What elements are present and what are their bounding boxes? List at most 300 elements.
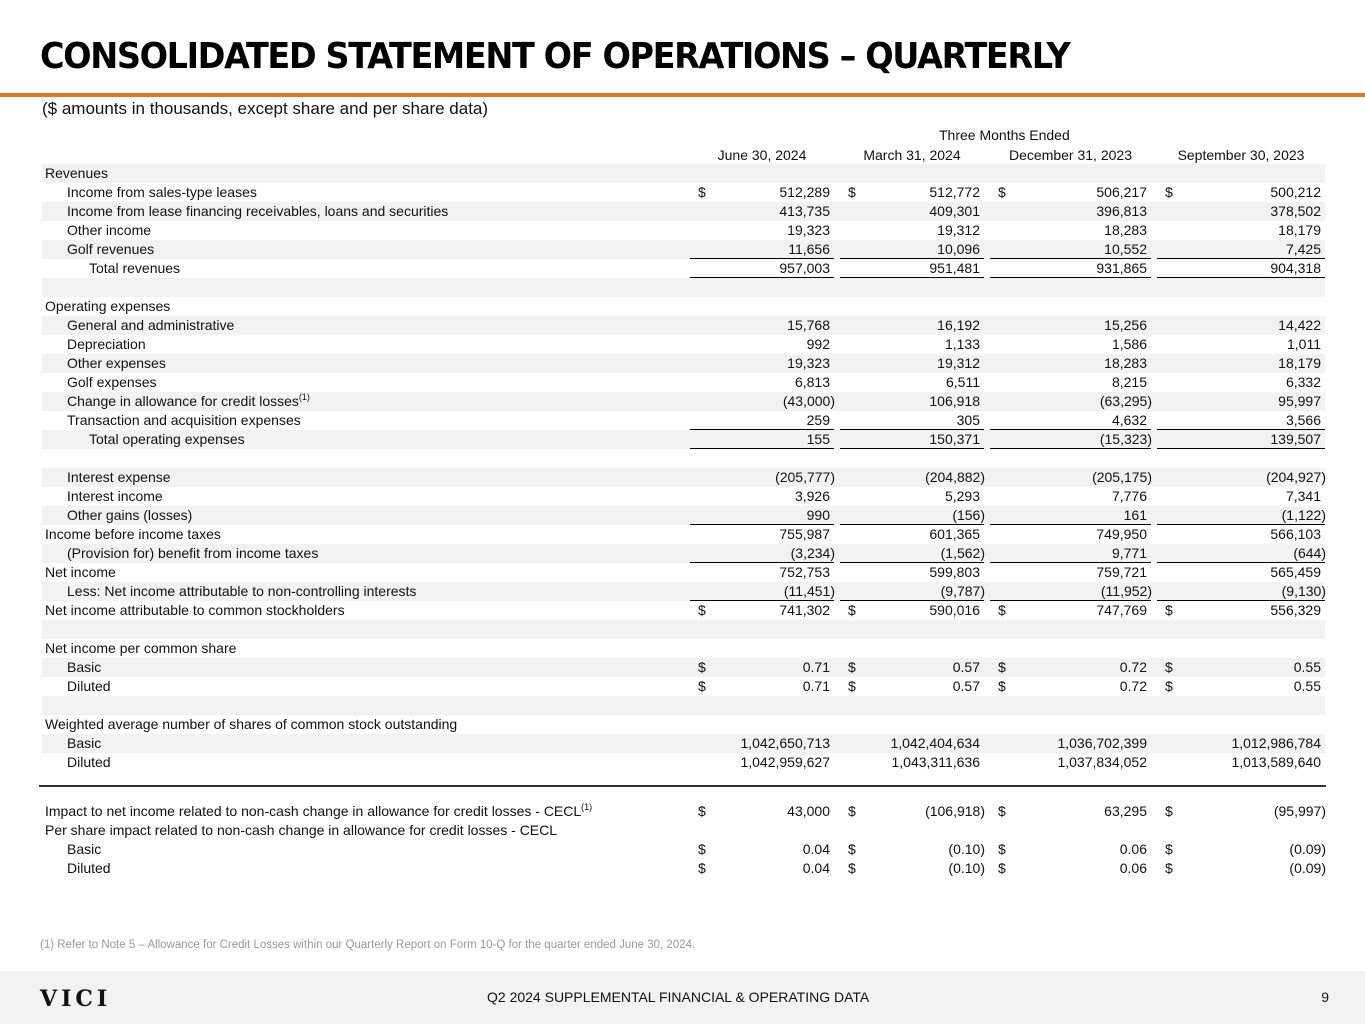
table-row xyxy=(42,544,1325,563)
value-cell xyxy=(690,859,834,878)
table-row xyxy=(42,840,1325,859)
column-header-q3-2023: September 30, 2023 xyxy=(1157,147,1325,165)
table-row xyxy=(42,221,1325,240)
value: 0.71 xyxy=(802,678,830,694)
value: 500,212 xyxy=(1270,184,1321,200)
footnote-marker: (1) xyxy=(298,392,310,402)
row-label: Basic xyxy=(67,659,102,675)
value-cell xyxy=(840,753,984,772)
value-cell xyxy=(690,430,834,449)
currency-symbol: $ xyxy=(1165,659,1173,675)
value-cell xyxy=(840,840,984,859)
value: 14,422 xyxy=(1278,317,1321,333)
row-label: Other gains (losses) xyxy=(67,507,193,523)
value-cell xyxy=(690,468,834,487)
value-cell xyxy=(990,411,1151,430)
table-row xyxy=(42,183,1325,202)
value-cell xyxy=(690,240,834,259)
row-label: Change in allowance for credit losses xyxy=(67,393,299,409)
value-cell xyxy=(840,354,984,373)
value-cell xyxy=(840,734,984,753)
currency-symbol: $ xyxy=(698,803,706,819)
page-title: CONSOLIDATED STATEMENT OF OPERATIONS – QUARTERLY xyxy=(40,36,1070,77)
table-row xyxy=(42,449,1325,468)
value: 0.04 xyxy=(802,860,830,876)
table-row xyxy=(42,430,1325,449)
currency-symbol: $ xyxy=(1165,841,1173,857)
value-cell xyxy=(690,658,834,677)
value-cell xyxy=(690,354,834,373)
value: 1,042,650,713 xyxy=(740,735,830,751)
value: 755,987 xyxy=(779,526,830,542)
page-number: 9 xyxy=(1321,989,1329,1005)
currency-symbol: $ xyxy=(848,803,856,819)
value-cell xyxy=(840,430,984,449)
value: 599,803 xyxy=(929,564,980,580)
table-row xyxy=(42,316,1325,335)
value-cell xyxy=(690,373,834,392)
row-label: General and administrative xyxy=(67,317,235,333)
value-cell xyxy=(690,316,834,335)
table-row xyxy=(42,658,1325,677)
value: (11,952) xyxy=(1100,583,1152,599)
table-row xyxy=(42,525,1325,544)
currency-symbol: $ xyxy=(998,860,1006,876)
row-label: Other income xyxy=(67,222,152,238)
value: 19,312 xyxy=(937,222,980,238)
value-cell xyxy=(840,487,984,506)
table-row xyxy=(42,821,1325,840)
value: 1,037,834,052 xyxy=(1057,754,1147,770)
currency-symbol: $ xyxy=(698,659,706,675)
value-cell xyxy=(1157,525,1325,544)
value: 7,776 xyxy=(1111,488,1147,504)
value: 0.06 xyxy=(1119,860,1147,876)
row-label: Impact to net income related to non-cash change in allowance for credit losses - CECL xyxy=(45,803,582,819)
value-cell xyxy=(990,859,1151,878)
value: 4,632 xyxy=(1111,412,1147,428)
value: 0.71 xyxy=(802,659,830,675)
value-cell xyxy=(840,506,984,525)
row-label: Net income per common share xyxy=(45,640,237,656)
value-cell xyxy=(840,392,984,411)
row-label-wrap xyxy=(67,392,310,411)
currency-symbol: $ xyxy=(848,841,856,857)
value: (0.10) xyxy=(948,841,985,857)
value: 413,735 xyxy=(779,203,830,219)
value: 0.04 xyxy=(802,841,830,857)
table-row xyxy=(42,715,1325,734)
value: 7,425 xyxy=(1285,241,1321,257)
table-row xyxy=(42,601,1325,620)
row-label: Golf revenues xyxy=(67,241,155,257)
value: 1,013,589,640 xyxy=(1231,754,1321,770)
value-cell xyxy=(840,802,984,821)
table-row xyxy=(42,335,1325,354)
value: 161 xyxy=(1123,507,1147,523)
value: 7,341 xyxy=(1285,488,1321,504)
value-cell xyxy=(990,183,1151,202)
value: 0.72 xyxy=(1119,659,1147,675)
currency-symbol: $ xyxy=(848,678,856,694)
value-cell xyxy=(1157,840,1325,859)
value: 951,481 xyxy=(929,260,980,276)
currency-symbol: $ xyxy=(998,184,1006,200)
footnote: (1) Refer to Note 5 – Allowance for Credit Losses within our Quarterly Report on Form 10-Q for the quarter ended June 30, 2024. xyxy=(40,939,696,951)
row-label: Less: Net income attributable to non-controlling interests xyxy=(67,583,417,599)
value-cell xyxy=(840,202,984,221)
currency-symbol: $ xyxy=(848,602,856,618)
value-cell xyxy=(990,658,1151,677)
value: 1,586 xyxy=(1111,336,1147,352)
value-cell xyxy=(1157,259,1325,278)
value: 6,332 xyxy=(1285,374,1321,390)
value: (11,451) xyxy=(783,583,835,599)
currency-symbol: $ xyxy=(698,841,706,857)
value: (205,777) xyxy=(775,469,835,485)
value-cell xyxy=(1157,221,1325,240)
row-label: Income from sales-type leases xyxy=(67,184,257,200)
value-cell xyxy=(1157,563,1325,582)
section-divider xyxy=(39,785,1326,787)
value-cell xyxy=(690,802,834,821)
value: 63,295 xyxy=(1104,803,1147,819)
value-cell xyxy=(990,544,1151,563)
value-cell xyxy=(840,183,984,202)
value: 601,365 xyxy=(929,526,980,542)
value: 1,042,404,634 xyxy=(890,735,980,751)
value: 8,215 xyxy=(1111,374,1147,390)
row-label: Diluted xyxy=(67,678,111,694)
value-cell xyxy=(1157,677,1325,696)
value: 18,283 xyxy=(1104,222,1147,238)
column-header-q4-2023: December 31, 2023 xyxy=(990,147,1151,165)
table-row xyxy=(42,202,1325,221)
value: 1,133 xyxy=(944,336,980,352)
value-cell xyxy=(990,525,1151,544)
value-cell xyxy=(840,658,984,677)
value-cell xyxy=(990,677,1151,696)
value-cell xyxy=(840,240,984,259)
amounts-note: ($ amounts in thousands, except share and per share data) xyxy=(42,99,489,118)
row-label: Interest expense xyxy=(67,469,171,485)
value: 5,293 xyxy=(944,488,980,504)
value: 0.72 xyxy=(1119,678,1147,694)
value-cell xyxy=(1157,487,1325,506)
value-cell xyxy=(1157,411,1325,430)
value: (644) xyxy=(1293,545,1326,561)
value: 18,179 xyxy=(1278,355,1321,371)
value: (106,918) xyxy=(925,803,985,819)
value-cell xyxy=(990,259,1151,278)
value: 512,289 xyxy=(779,184,830,200)
value-cell xyxy=(1157,335,1325,354)
value: (43,000) xyxy=(782,393,835,409)
value: 741,302 xyxy=(779,602,830,618)
value: (0.10) xyxy=(948,860,985,876)
value: 749,950 xyxy=(1096,526,1147,542)
value: 10,552 xyxy=(1104,241,1147,257)
value: 1,011 xyxy=(1287,336,1321,352)
row-label: Revenues xyxy=(45,165,109,181)
value-cell xyxy=(690,221,834,240)
value: 305 xyxy=(956,412,980,428)
table-row xyxy=(42,487,1325,506)
table-row xyxy=(42,802,1325,821)
value-cell xyxy=(840,544,984,563)
table-row xyxy=(42,859,1325,878)
value-cell xyxy=(990,240,1151,259)
value: (0.09) xyxy=(1289,860,1326,876)
value: 43,000 xyxy=(787,803,830,819)
value-cell xyxy=(690,259,834,278)
value-cell xyxy=(690,202,834,221)
table-row xyxy=(42,164,1325,183)
row-label: Net income attributable to common stockholders xyxy=(45,602,345,618)
value: 747,769 xyxy=(1096,602,1147,618)
row-label: Per share impact related to non-cash change in allowance for credit losses - CECL xyxy=(45,822,558,838)
currency-symbol: $ xyxy=(998,803,1006,819)
value-cell xyxy=(990,734,1151,753)
value: 0.57 xyxy=(952,659,980,675)
value: 0.55 xyxy=(1293,678,1321,694)
value-cell xyxy=(690,840,834,859)
value-cell xyxy=(690,487,834,506)
value: 0.55 xyxy=(1293,659,1321,675)
page-footer xyxy=(0,971,1365,1024)
value: (63,295) xyxy=(1099,393,1152,409)
table-row xyxy=(42,297,1325,316)
table-row xyxy=(42,373,1325,392)
value-cell xyxy=(1157,658,1325,677)
value: 512,772 xyxy=(929,184,980,200)
vici-logo: VICI xyxy=(40,986,112,1012)
row-label: Total revenues xyxy=(89,260,181,276)
value-cell xyxy=(690,183,834,202)
value-cell xyxy=(990,582,1151,601)
value: 18,179 xyxy=(1278,222,1321,238)
value-cell xyxy=(990,506,1151,525)
value-cell xyxy=(990,487,1151,506)
value: 0.57 xyxy=(952,678,980,694)
value-cell xyxy=(690,335,834,354)
value: 19,323 xyxy=(787,222,830,238)
value: 378,502 xyxy=(1270,203,1321,219)
value-cell xyxy=(840,316,984,335)
value: 150,371 xyxy=(929,431,980,447)
period-header: Three Months Ended xyxy=(939,127,1070,143)
value: 3,566 xyxy=(1285,412,1321,428)
row-label: Basic xyxy=(67,735,102,751)
value-cell xyxy=(1157,544,1325,563)
value: (9,130) xyxy=(1281,583,1326,599)
value-cell xyxy=(690,392,834,411)
value-cell xyxy=(840,677,984,696)
value: 409,301 xyxy=(929,203,980,219)
value: 106,918 xyxy=(929,393,980,409)
value-cell xyxy=(840,221,984,240)
value-cell xyxy=(1157,316,1325,335)
currency-symbol: $ xyxy=(698,860,706,876)
value-cell xyxy=(840,468,984,487)
row-label: Interest income xyxy=(67,488,163,504)
value: 1,043,311,636 xyxy=(891,754,980,770)
value-cell xyxy=(840,563,984,582)
value: 0.06 xyxy=(1119,841,1147,857)
table-row xyxy=(42,734,1325,753)
table-row xyxy=(42,753,1325,772)
value-cell xyxy=(840,411,984,430)
value-cell xyxy=(1157,734,1325,753)
value-cell xyxy=(990,392,1151,411)
currency-symbol: $ xyxy=(998,602,1006,618)
value-cell xyxy=(690,563,834,582)
value: 6,813 xyxy=(794,374,830,390)
table-row xyxy=(42,278,1325,297)
row-label-wrap xyxy=(45,802,592,821)
value: 9,771 xyxy=(1111,545,1147,561)
value-cell xyxy=(1157,859,1325,878)
value-cell xyxy=(990,468,1151,487)
value-cell xyxy=(990,354,1151,373)
value: (3,234) xyxy=(790,545,835,561)
table-row xyxy=(42,696,1325,715)
value-cell xyxy=(690,544,834,563)
value-cell xyxy=(1157,506,1325,525)
row-label: Golf expenses xyxy=(67,374,157,390)
currency-symbol: $ xyxy=(698,678,706,694)
value: (205,175) xyxy=(1092,469,1152,485)
value-cell xyxy=(690,582,834,601)
currency-symbol: $ xyxy=(998,659,1006,675)
value-cell xyxy=(1157,468,1325,487)
table-row xyxy=(42,563,1325,582)
value: 259 xyxy=(806,412,830,428)
value: 931,865 xyxy=(1096,260,1147,276)
table-row xyxy=(42,411,1325,430)
value: 10,096 xyxy=(937,241,980,257)
currency-symbol: $ xyxy=(1165,184,1173,200)
row-label: Weighted average number of shares of common stock outstanding xyxy=(45,716,458,732)
table-row xyxy=(42,582,1325,601)
value: 992 xyxy=(806,336,830,352)
currency-symbol: $ xyxy=(1165,602,1173,618)
value: 6,511 xyxy=(946,374,980,390)
value-cell xyxy=(990,373,1151,392)
value: (15,323) xyxy=(1099,431,1152,447)
statement-table xyxy=(42,164,1325,772)
value: 759,721 xyxy=(1096,564,1147,580)
value-cell xyxy=(1157,802,1325,821)
value: 752,753 xyxy=(779,564,830,580)
table-row xyxy=(42,354,1325,373)
value: 590,016 xyxy=(929,602,980,618)
value-cell xyxy=(1157,582,1325,601)
value: 95,997 xyxy=(1278,393,1321,409)
table-row xyxy=(42,259,1325,278)
value-cell xyxy=(990,202,1151,221)
value-cell xyxy=(690,734,834,753)
value-cell xyxy=(990,802,1151,821)
value-cell xyxy=(840,373,984,392)
currency-symbol: $ xyxy=(848,860,856,876)
value-cell xyxy=(1157,354,1325,373)
value: (95,997) xyxy=(1273,803,1326,819)
table-row xyxy=(42,392,1325,411)
cecl-impact-table xyxy=(42,802,1325,878)
value-cell xyxy=(690,525,834,544)
value: 1,012,986,784 xyxy=(1231,735,1321,751)
row-label: Depreciation xyxy=(67,336,146,352)
value: 18,283 xyxy=(1104,355,1147,371)
accent-rule xyxy=(0,93,1365,97)
value: (204,882) xyxy=(925,469,985,485)
currency-symbol: $ xyxy=(1165,678,1173,694)
value-cell xyxy=(840,582,984,601)
value: 19,323 xyxy=(787,355,830,371)
value-cell xyxy=(840,335,984,354)
row-label: Diluted xyxy=(67,860,111,876)
row-label: Diluted xyxy=(67,754,111,770)
table-row xyxy=(42,240,1325,259)
currency-symbol: $ xyxy=(1165,860,1173,876)
row-label: Other expenses xyxy=(67,355,166,371)
value: 1,042,959,627 xyxy=(740,754,830,770)
value-cell xyxy=(690,506,834,525)
value-cell xyxy=(690,411,834,430)
value-cell xyxy=(990,840,1151,859)
value-cell xyxy=(1157,183,1325,202)
row-label: Net income xyxy=(45,564,116,580)
value-cell xyxy=(1157,240,1325,259)
value: (1,122) xyxy=(1281,507,1326,523)
value: 11,656 xyxy=(788,241,830,257)
value: (1,562) xyxy=(940,545,985,561)
value: 566,103 xyxy=(1270,526,1321,542)
value: 990 xyxy=(806,507,830,523)
row-label: Income before income taxes xyxy=(45,526,221,542)
value-cell xyxy=(840,259,984,278)
currency-symbol: $ xyxy=(1165,803,1173,819)
value: 904,318 xyxy=(1270,260,1321,276)
value-cell xyxy=(990,430,1151,449)
currency-symbol: $ xyxy=(848,659,856,675)
value: 3,926 xyxy=(794,488,830,504)
value-cell xyxy=(1157,392,1325,411)
value-cell xyxy=(1157,753,1325,772)
value-cell xyxy=(990,753,1151,772)
row-label: Operating expenses xyxy=(45,298,171,314)
footer-text: Q2 2024 SUPPLEMENTAL FINANCIAL & OPERATING DATA xyxy=(487,989,870,1005)
currency-symbol: $ xyxy=(998,841,1006,857)
table-row xyxy=(42,677,1325,696)
row-label: Total operating expenses xyxy=(89,431,245,447)
currency-symbol: $ xyxy=(698,184,706,200)
value: (204,927) xyxy=(1266,469,1326,485)
footnote-marker: (1) xyxy=(581,802,593,812)
value-cell xyxy=(690,677,834,696)
currency-symbol: $ xyxy=(698,602,706,618)
value-cell xyxy=(690,753,834,772)
table-row xyxy=(42,639,1325,658)
value: 556,329 xyxy=(1270,602,1321,618)
column-header-q2-2024: June 30, 2024 xyxy=(690,147,834,165)
value-cell xyxy=(1157,202,1325,221)
table-row xyxy=(42,506,1325,525)
value-cell xyxy=(990,316,1151,335)
value-cell xyxy=(990,335,1151,354)
value: 565,459 xyxy=(1270,564,1321,580)
